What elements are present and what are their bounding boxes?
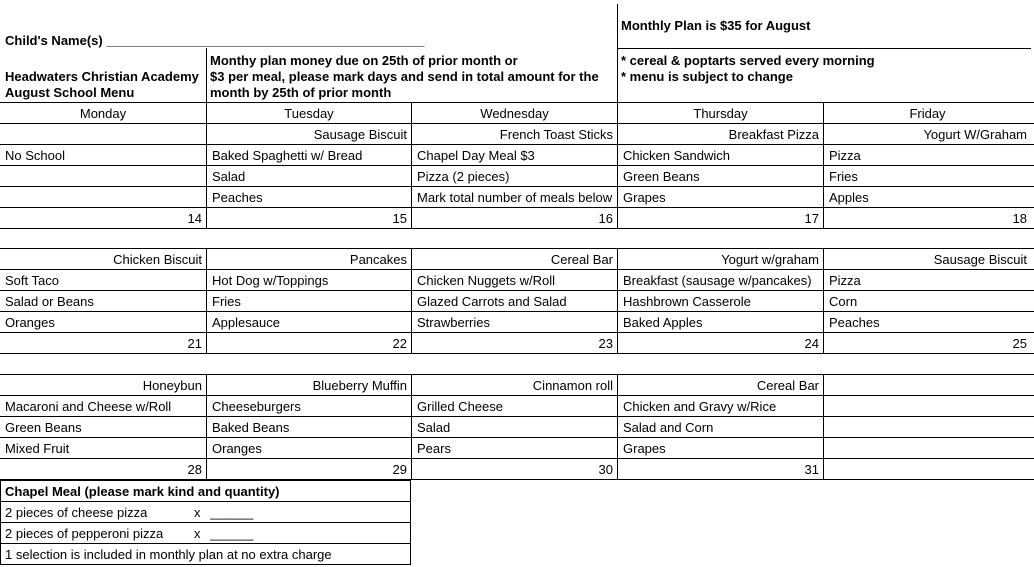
week2-tuesday-dates: 22 [392, 336, 407, 351]
chapel-meal-title: Chapel Meal (please mark kind and quantity) [5, 484, 280, 499]
week2-wednesday-lunch2: Glazed Carrots and Salad [417, 294, 567, 309]
chapel-item-cheese-qty[interactable]: ______ [210, 505, 254, 520]
week3-thursday-lunch2: Salad and Corn [623, 420, 714, 435]
chapel-item-cheese: 2 pieces of cheese pizza [5, 505, 148, 520]
week2-wednesday-breakfast: Cereal Bar [550, 252, 613, 267]
week3-tuesday-lunch1: Cheeseburgers [212, 399, 301, 414]
school-name: Headwaters Christian Academy [5, 69, 199, 84]
week2-friday-breakfast: Sausage Biscuit [933, 252, 1027, 267]
chapel-item-cheese-mark: x [194, 505, 201, 520]
week2-thursday-breakfast: Yogurt w/graham [721, 252, 819, 267]
week1-wednesday-dates: 16 [598, 211, 613, 226]
monthly-plan-note: Monthly Plan is $35 for August [621, 18, 811, 33]
week1-friday-lunch2: Fries [829, 169, 858, 184]
week2-friday-dates: 25 [1012, 336, 1027, 351]
week3-monday-lunch3: Mixed Fruit [5, 441, 70, 456]
child-name-field: Child's Name(s) ____________________________________________ [5, 33, 425, 48]
chapel-item-pepperoni: 2 pieces of pepperoni pizza [5, 526, 164, 541]
day-header-thursday: Thursday [693, 106, 748, 121]
week3-tuesday-lunch3: Oranges [212, 441, 262, 456]
day-header-monday: Monday [79, 106, 127, 121]
chapel-footer-note: 1 selection is included in monthly plan at no extra charge [5, 547, 332, 562]
chapel-item-pepperoni-qty[interactable]: ______ [210, 526, 254, 541]
week1-thursday-dates: 17 [804, 211, 819, 226]
week2-thursday-lunch1: Breakfast (sausage w/pancakes) [623, 273, 812, 288]
week2-monday-lunch2: Salad or Beans [5, 294, 94, 309]
payment-note-line3: month by 25th of prior month [210, 85, 392, 100]
week3-wednesday-lunch1: Grilled Cheese [417, 399, 503, 414]
payment-note-line1: Monthy plan money due on 25th of prior month or [210, 53, 518, 68]
week1-friday-breakfast: Yogurt W/Graham [923, 127, 1027, 142]
week3-monday-lunch2: Green Beans [5, 420, 82, 435]
week2-tuesday-lunch1: Hot Dog w/Toppings [212, 273, 329, 288]
week1-friday-lunch3: Apples [829, 190, 869, 205]
day-header-wednesday: Wednesday [480, 106, 549, 121]
week2-monday-lunch1: Soft Taco [5, 273, 59, 288]
menu-title: August School Menu [5, 85, 135, 100]
week3-wednesday-lunch3: Pears [417, 441, 451, 456]
week1-monday-lunch1: No School [5, 148, 65, 163]
week3-thursday-dates: 31 [804, 462, 819, 477]
week1-tuesday-lunch2: Salad [212, 169, 246, 184]
week1-tuesday-dates: 15 [392, 211, 407, 226]
week1-friday-lunch1: Pizza [829, 148, 861, 163]
week1-wednesday-lunch3: Mark total number of meals below [417, 190, 613, 205]
menu-change-note: * menu is subject to change [621, 69, 793, 84]
week2-thursday-lunch2: Hashbrown Casserole [623, 294, 751, 309]
week2-monday-breakfast: Chicken Biscuit [113, 252, 202, 267]
week2-friday-lunch3: Peaches [829, 315, 880, 330]
week2-thursday-dates: 24 [804, 336, 819, 351]
week3-wednesday-breakfast: Cinnamon roll [532, 378, 613, 393]
week1-tuesday-lunch3: Peaches [212, 190, 263, 205]
week2-wednesday-lunch3: Strawberries [417, 315, 490, 330]
week1-wednesday-breakfast: French Toast Sticks [499, 127, 613, 142]
week3-monday-lunch1: Macaroni and Cheese w/Roll [5, 399, 172, 414]
week2-tuesday-lunch3: Applesauce [212, 315, 280, 330]
week2-thursday-lunch3: Baked Apples [623, 315, 703, 330]
week2-friday-lunch2: Corn [829, 294, 858, 309]
cereal-note: * cereal & poptarts served every morning [621, 53, 875, 68]
week2-tuesday-lunch2: Fries [212, 294, 241, 309]
day-header-friday: Friday [909, 106, 946, 121]
week3-wednesday-lunch2: Salad [417, 420, 451, 435]
week2-friday-lunch1: Pizza [829, 273, 861, 288]
payment-note-line2: $3 per meal, please mark days and send in total amount for the [210, 69, 599, 84]
week1-thursday-lunch1: Chicken Sandwich [623, 148, 730, 163]
week2-monday-dates: 21 [187, 336, 202, 351]
week3-wednesday-dates: 30 [598, 462, 613, 477]
week3-thursday-breakfast: Cereal Bar [756, 378, 819, 393]
week2-wednesday-dates: 23 [598, 336, 613, 351]
week1-tuesday-breakfast: Sausage Biscuit [313, 127, 407, 142]
week1-thursday-lunch2: Green Beans [623, 169, 700, 184]
week1-tuesday-lunch1: Baked Spaghetti w/ Bread [212, 148, 363, 163]
week1-monday-dates: 14 [187, 211, 202, 226]
week1-wednesday-lunch1: Chapel Day Meal $3 [417, 148, 535, 163]
week1-friday-dates: 18 [1012, 211, 1027, 226]
week2-monday-lunch3: Oranges [5, 315, 55, 330]
week1-thursday-lunch3: Grapes [623, 190, 666, 205]
week2-wednesday-lunch1: Chicken Nuggets w/Roll [417, 273, 556, 288]
week1-thursday-breakfast: Breakfast Pizza [728, 127, 819, 142]
week3-monday-dates: 28 [187, 462, 202, 477]
week3-tuesday-dates: 29 [392, 462, 407, 477]
week1-wednesday-lunch2: Pizza (2 pieces) [417, 169, 510, 184]
day-header-tuesday: Tuesday [284, 106, 334, 121]
chapel-item-pepperoni-mark: x [194, 526, 201, 541]
week3-tuesday-breakfast: Blueberry Muffin [312, 378, 407, 393]
week2-tuesday-breakfast: Pancakes [349, 252, 407, 267]
week3-thursday-lunch1: Chicken and Gravy w/Rice [623, 399, 777, 414]
week3-monday-breakfast: Honeybun [142, 378, 202, 393]
week3-tuesday-lunch2: Baked Beans [212, 420, 290, 435]
week3-thursday-lunch3: Grapes [623, 441, 666, 456]
